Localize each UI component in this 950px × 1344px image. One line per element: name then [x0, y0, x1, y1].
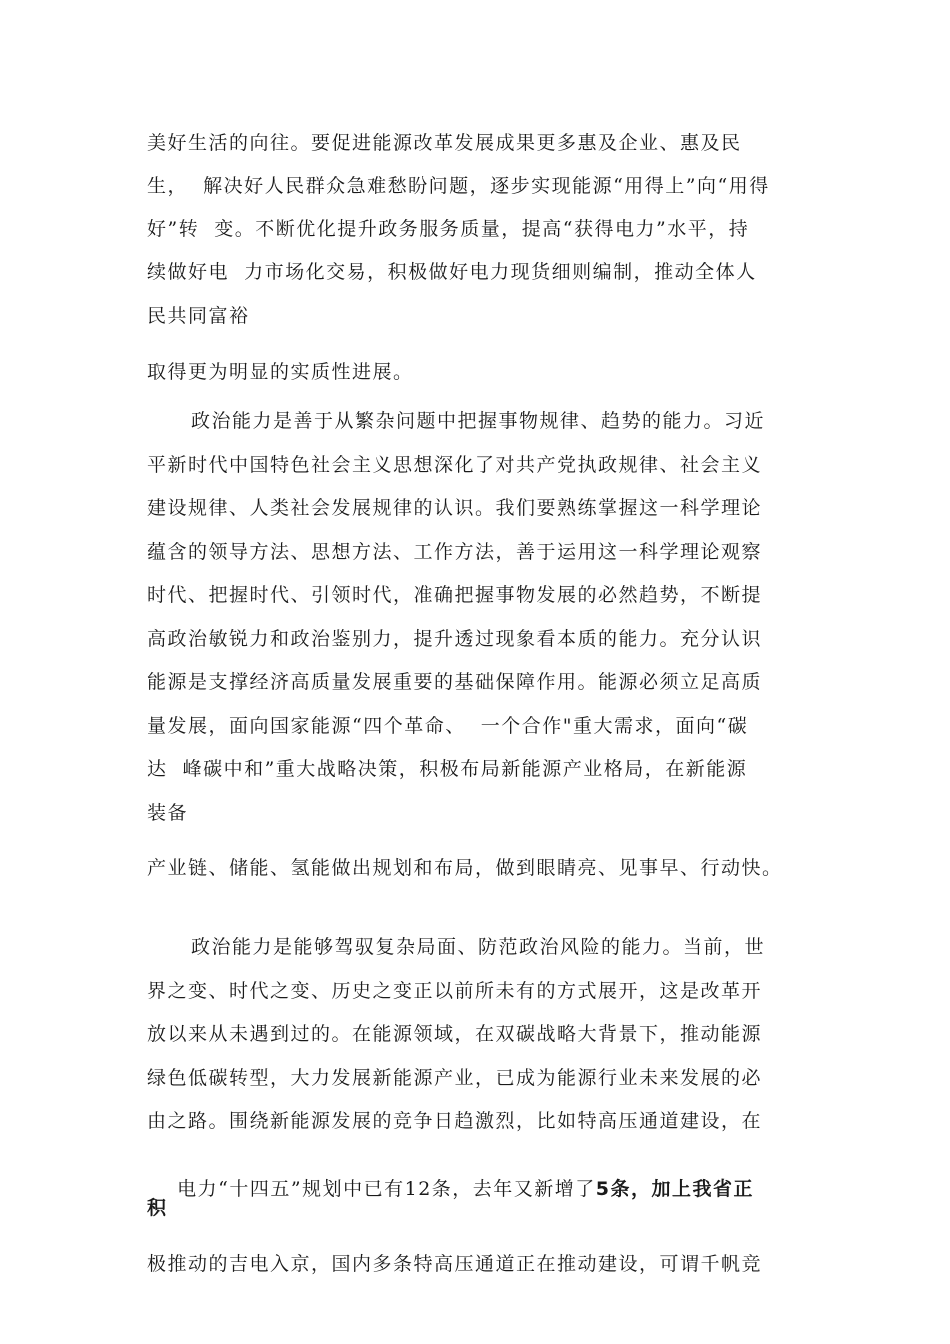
bold-text-line: 积	[147, 1197, 168, 1219]
text-line: 平新时代中国特色社会主义思想深化了对共产党执政规律、社会主义	[147, 454, 763, 476]
text-line: 装备	[147, 802, 189, 824]
text-line: 好”转 变。不断优化提升政务服务质量，提高“获得电力”水平，持	[147, 218, 750, 240]
text-line: 民共同富裕	[147, 305, 250, 327]
text-line: 建设规律、人类社会发展规律的认识。我们要熟练掌握这一科学理论	[147, 497, 763, 519]
text-line: 美好生活的向往。要促进能源改革发展成果更多惠及企业、惠及民	[147, 132, 742, 154]
text-line: 达 峰碳中和”重大战略决策，积极布局新能源产业格局，在新能源	[147, 758, 748, 780]
text-line: 取得更为明显的实质性进展。	[147, 361, 414, 383]
text-line: 政治能力是能够驾驭复杂局面、防范政治风险的能力。当前，世	[191, 936, 766, 958]
text-line: 政治能力是善于从繁杂问题中把握事物规律、趋势的能力。习近	[191, 410, 766, 432]
text-line: 蕴含的领导方法、思想方法、工作方法，善于运用这一科学理论观察	[147, 541, 763, 563]
bold-text-run: 5条，加上我省正	[595, 1178, 755, 1200]
text-line: 时代、把握时代、引领时代，准确把握事物发展的必然趋势，不断提	[147, 584, 763, 606]
text-line: 能源是支撑经济高质量发展重要的基础保障作用。能源必须立足高质	[147, 671, 763, 693]
text-line: 高政治敏锐力和政治鉴别力，提升透过现象看本质的能力。充分认识	[147, 628, 763, 650]
text-line: 绿色低碳转型，大力发展新能源产业，已成为能源行业未来发展的必	[147, 1067, 763, 1089]
text-line: 续做好电 力市场化交易，积极做好电力现货细则编制，推动全体人	[147, 261, 757, 283]
text-line: 产业链、储能、氢能做出规划和布局，做到眼睛亮、见事早、行动快。	[147, 857, 783, 879]
text-line: 由之路。围绕新能源发展的竞争日趋激烈，比如特高压通道建设，在	[147, 1110, 763, 1132]
text-line: 极推动的吉电入京，国内多条特高压通道正在推动建设，可谓千帆竞	[147, 1253, 763, 1275]
text-line: 放以来从未遇到过的。在能源领域，在双碳战略大背景下，推动能源	[147, 1023, 763, 1045]
text-run: 电力“十四五”规划中已有12条，去年又新增了	[177, 1178, 596, 1200]
text-line: 量发展，面向国家能源“四个革命、 一个合作"重大需求，面向“碳	[147, 715, 749, 737]
text-line: 生， 解决好人民群众急难愁盼问题，逐步实现能源“用得上”向“用得	[147, 175, 770, 197]
text-line: 界之变、时代之变、历史之变正以前所未有的方式展开，这是改革开	[147, 980, 763, 1002]
